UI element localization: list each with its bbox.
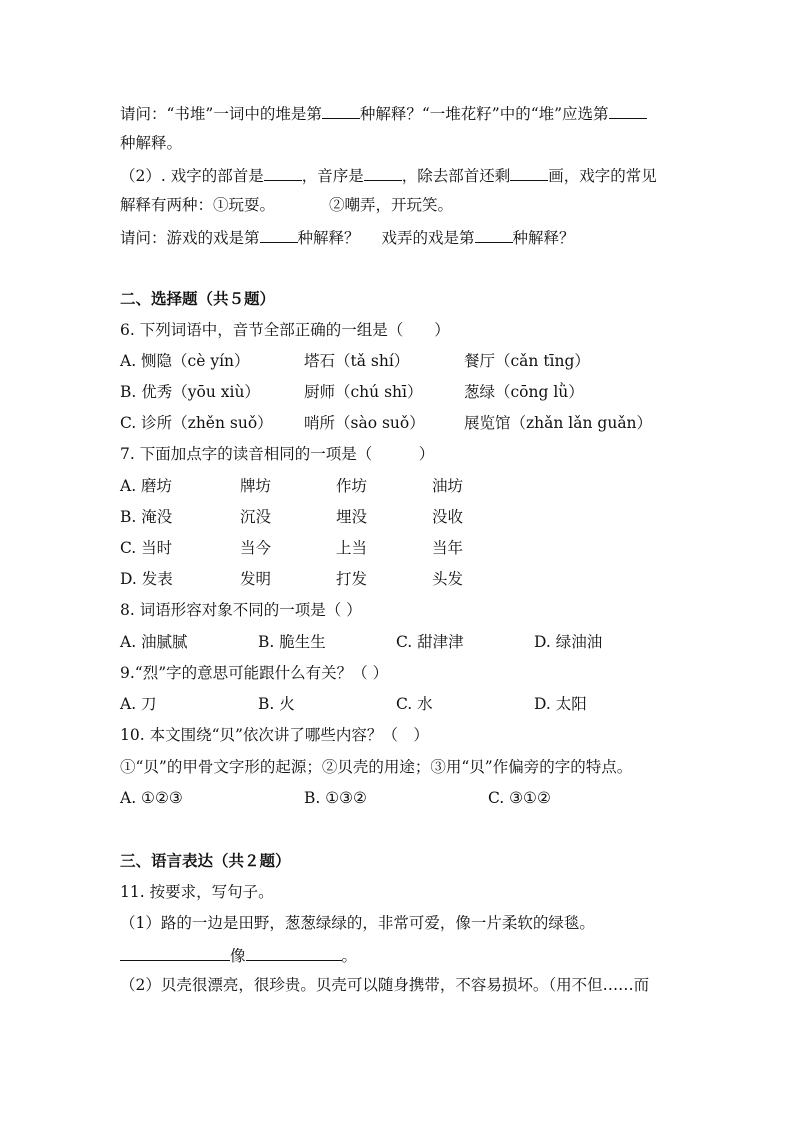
option: 头发 xyxy=(432,570,464,588)
option[interactable]: B. 脆生生 xyxy=(258,633,326,651)
answer-blank[interactable] xyxy=(264,164,302,181)
question-stem: 11. 按要求，写句子。 xyxy=(120,883,274,901)
option[interactable]: A. 刀 xyxy=(120,695,157,713)
option: 埋没 xyxy=(336,508,368,526)
option[interactable]: B. ①③② xyxy=(304,789,367,807)
option: 打发 xyxy=(336,570,368,588)
option: 塔石（tǎ shí） xyxy=(304,352,410,370)
q5-line1: 请问：“书堆”一词中的堆是第 种解释？“一堆花籽”中的“堆”应选第 xyxy=(120,102,647,124)
option[interactable]: D. 太阳 xyxy=(534,695,587,713)
option[interactable]: C. 水 xyxy=(396,695,433,713)
option: 没收 xyxy=(432,508,464,526)
answer-blank[interactable] xyxy=(364,164,402,181)
q5-part2-line2: 解释有两种：①玩耍。 ②嘲弄，开玩笑。 xyxy=(120,196,454,214)
option[interactable]: C. 当时 xyxy=(120,539,173,557)
option: 牌坊 xyxy=(240,477,272,495)
answer-blank[interactable] xyxy=(260,226,298,243)
option: 沉没 xyxy=(240,508,272,526)
section-heading: 二、选择题（共５题） xyxy=(120,290,276,308)
fill-sentence: 像 。 xyxy=(120,944,357,966)
answer-blank[interactable] xyxy=(475,226,513,243)
option: 发明 xyxy=(240,570,272,588)
option[interactable]: A. 油腻腻 xyxy=(120,633,188,651)
option: 餐厅（cǎn tīng） xyxy=(464,352,590,370)
option: 油坊 xyxy=(432,477,464,495)
question-part: （1）路的一边是田野，葱葱绿绿的，非常可爱，像一片柔软的绿毯。 xyxy=(120,914,595,932)
option: 厨师（chú shī） xyxy=(304,383,423,401)
question-description: ①“贝”的甲骨文字形的起源；②贝壳的用途；③用“贝”作偏旁的字的特点。 xyxy=(120,758,633,776)
section-heading: 三、语言表达（共２题） xyxy=(120,852,291,870)
option[interactable]: D. 绿油油 xyxy=(534,633,603,651)
option[interactable]: A. ①②③ xyxy=(120,789,183,807)
option[interactable]: A. 恻隐（cè yín） xyxy=(120,352,250,370)
option: 当年 xyxy=(432,539,464,557)
option: 葱绿（cōng lǜ） xyxy=(464,383,584,401)
option[interactable]: C. ③①② xyxy=(488,789,551,807)
question-stem: 8. 词语形容对象不同的一项是（ ） xyxy=(120,601,362,619)
option: 当今 xyxy=(240,539,272,557)
q5-part2-line3: 请问：游戏的戏是第 种解释？ 戏弄的戏是第 种解释？ xyxy=(120,226,575,248)
answer-blank[interactable] xyxy=(322,102,360,119)
option[interactable]: B. 优秀（yōu xiù） xyxy=(120,383,260,401)
option: 哨所（sào suǒ） xyxy=(304,414,425,432)
question-part: （2）贝壳很漂亮，很珍贵。贝壳可以随身携带，不容易损坏。（用不但……而 xyxy=(120,976,650,994)
question-stem: 7. 下面加点字的读音相同的一项是（ ） xyxy=(120,445,435,463)
option: 上当 xyxy=(336,539,368,557)
option[interactable]: B. 火 xyxy=(258,695,295,713)
option[interactable]: C. 诊所（zhěn suǒ） xyxy=(120,414,273,432)
option: 展览馆（zhǎn lǎn guǎn） xyxy=(464,414,653,432)
answer-blank[interactable] xyxy=(609,102,647,119)
answer-blank[interactable] xyxy=(246,944,342,961)
option: 作坊 xyxy=(336,477,368,495)
question-stem: 10. 本文围绕“贝”依次讲了哪些内容？（ ） xyxy=(120,726,429,744)
q5-part2-line1: （2）. 戏字的部首是 ，音序是 ，除去部首还剩 画，戏字的常见 xyxy=(120,164,657,186)
q5-line2: 种解释。 xyxy=(120,134,183,152)
option[interactable]: C. 甜津津 xyxy=(396,633,464,651)
answer-blank[interactable] xyxy=(120,944,230,961)
option[interactable]: A. 磨坊 xyxy=(120,477,173,495)
question-stem: 6. 下列词语中，音节全部正确的一组是（ ） xyxy=(120,321,450,339)
answer-blank[interactable] xyxy=(510,164,548,181)
option[interactable]: D. 发表 xyxy=(120,570,173,588)
option[interactable]: B. 淹没 xyxy=(120,508,173,526)
question-stem: 9.“烈”字的意思可能跟什么有关？（ ） xyxy=(120,664,389,682)
